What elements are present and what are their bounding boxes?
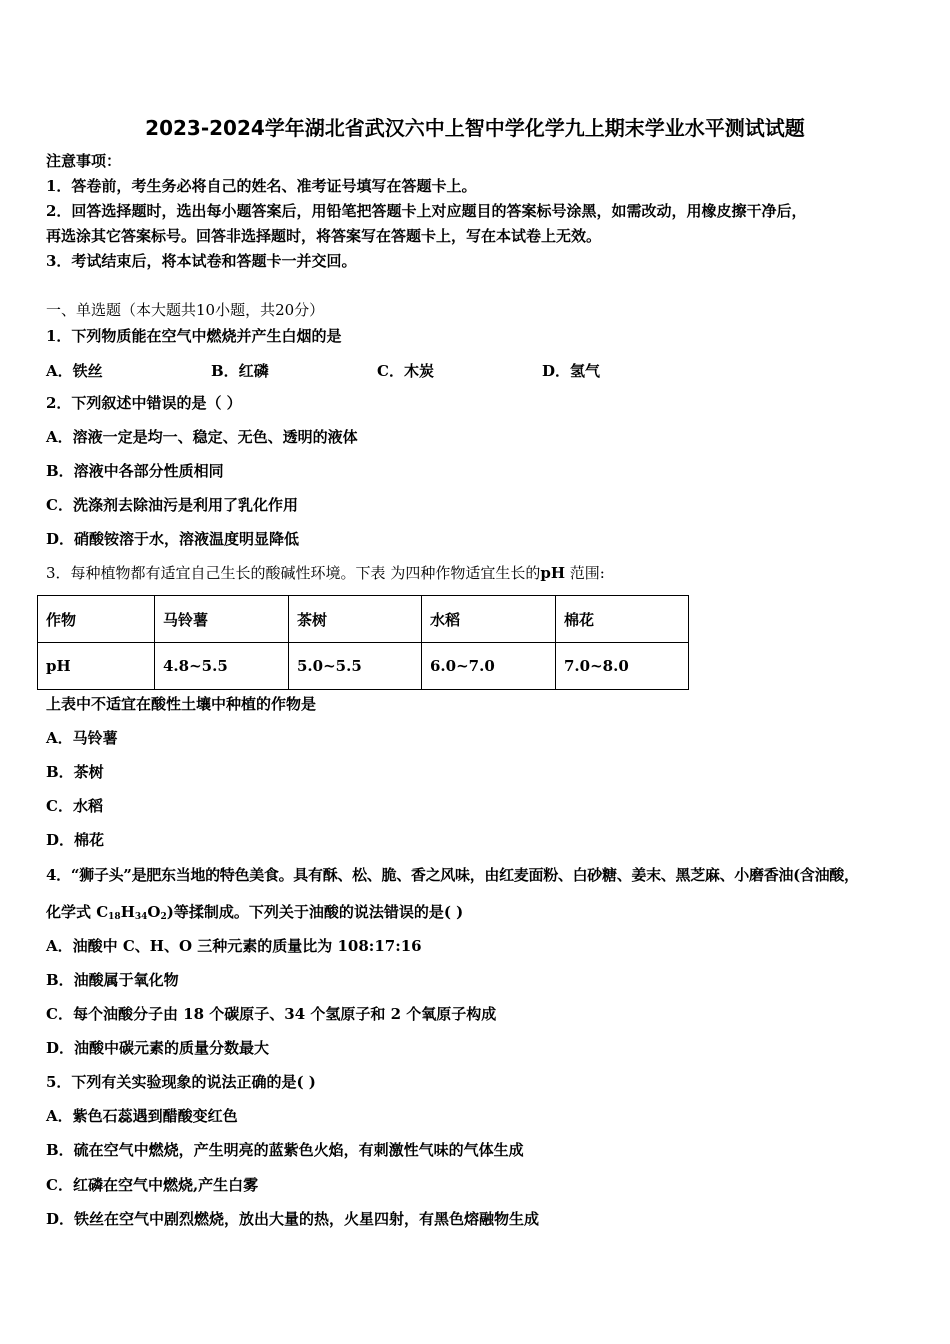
notice-heading: 注意事项： — [46, 152, 122, 170]
q4-sub: 2 — [160, 912, 167, 922]
table-cell: 6.0~7.0 — [422, 643, 556, 690]
table-cell: 作物 — [38, 596, 155, 643]
table-cell: 7.0~8.0 — [556, 643, 689, 690]
section-heading: 一、单选题（本大题共10小题，共20分） — [46, 301, 325, 319]
q3-stem-ph: pH — [540, 564, 565, 582]
q2-option-b: B．溶液中各部分性质相同 — [46, 462, 224, 480]
table-cell: 马铃薯 — [155, 596, 289, 643]
q5-option-b: B．硫在空气中燃烧，产生明亮的蓝紫色火焰，有刺激性气味的气体生成 — [46, 1141, 524, 1159]
notice-item: 2．回答选择题时，选出每小题答案后，用铅笔把答题卡上对应题目的答案标号涂黑，如需改动，用橡皮擦干净后， — [46, 202, 807, 220]
table-cell: 5.0~5.5 — [289, 643, 422, 690]
q5-option-a: A．紫色石蕊遇到醋酸变红色 — [46, 1107, 238, 1125]
q2-stem: 2．下列叙述中错误的是（ ） — [46, 394, 242, 412]
q3-option-c: C．水稻 — [46, 797, 103, 815]
table-cell: 水稻 — [422, 596, 556, 643]
q2-option-c: C．洗涤剂去除油污是利用了乳化作用 — [46, 496, 298, 514]
q4-option-d: D．油酸中碳元素的质量分数最大 — [46, 1039, 270, 1057]
q1-option-b: B．红磷 — [211, 362, 269, 380]
q4-stem-line2 — [46, 902, 463, 927]
q3-stem-end: 范围: — [569, 564, 605, 582]
ph-table — [37, 595, 689, 690]
q1-stem: 1．下列物质能在空气中燃烧并产生白烟的是 — [46, 327, 342, 345]
q4-formula-pre: 化学式 C — [46, 903, 109, 921]
q4-stem-line1: 4．“狮子头”是肥东当地的特色美食。具有酥、松、脆、香之风味，由红麦面粉、白砂糖、姜末、黑芝麻、小磨香油(含油酸， — [46, 866, 859, 884]
q4-stem-post: )等揉制成。下列关于油酸的说法错误的是( ) — [166, 903, 464, 921]
q3-option-a: A．马铃薯 — [46, 729, 118, 747]
notice-item: 1．答卷前，考生务必将自己的姓名、准考证号填写在答题卡上。 — [46, 177, 477, 195]
q3-question: 上表中不适宜在酸性土壤中种植的作物是 — [46, 695, 317, 713]
table-cell: pH — [38, 643, 155, 690]
q1-option-c: C．木炭 — [377, 362, 434, 380]
q4-option-a: A．油酸中 C、H、O 三种元素的质量比为 108:17:16 — [46, 937, 422, 955]
q5-option-d: D．铁丝在空气中剧烈燃烧，放出大量的热，火星四射，有黑色熔融物生成 — [46, 1210, 540, 1228]
q3-stem-text: 3．每种植物都有适宜自己生长的酸碱性环境。下表 为四种作物适宜生长的 — [46, 564, 541, 582]
notice-item: 再选涂其它答案标号。回答非选择题时，将答案写在答题卡上，写在本试卷上无效。 — [46, 227, 602, 245]
table-cell: 棉花 — [556, 596, 689, 643]
q2-option-a: A．溶液一定是均一、稳定、无色、透明的液体 — [46, 428, 358, 446]
table-cell: 4.8~5.5 — [155, 643, 289, 690]
page-title: 2023-2024学年湖北省武汉六中上智中学化学九上期末学业水平测试试题 — [145, 116, 805, 140]
q4-option-b: B．油酸属于氧化物 — [46, 971, 179, 989]
notice-item: 3．考试结束后，将本试卷和答题卡一并交回。 — [46, 252, 357, 270]
q4-sub: 34 — [134, 912, 148, 922]
table-row — [38, 643, 689, 690]
q5-stem: 5．下列有关实验现象的说法正确的是( ) — [46, 1073, 316, 1091]
q4-formula-o: O — [147, 903, 161, 921]
q4-sub: 18 — [108, 912, 121, 922]
q4-option-c: C．每个油酸分子由 18 个碳原子、34 个氢原子和 2 个氧原子构成 — [46, 1005, 497, 1023]
table-row — [38, 596, 689, 643]
table-cell: 茶树 — [289, 596, 422, 643]
q2-option-d: D．硝酸铵溶于水，溶液温度明显降低 — [46, 530, 300, 548]
q1-option-d: D．氢气 — [542, 362, 601, 380]
q1-option-a: A．铁丝 — [46, 362, 103, 380]
q3-option-d: D．棉花 — [46, 831, 105, 849]
q5-option-c: C．红磷在空气中燃烧,产生白雾 — [46, 1176, 259, 1194]
q3-option-b: B．茶树 — [46, 763, 104, 781]
q3-stem — [46, 563, 605, 583]
q4-formula-h: H — [120, 903, 135, 921]
